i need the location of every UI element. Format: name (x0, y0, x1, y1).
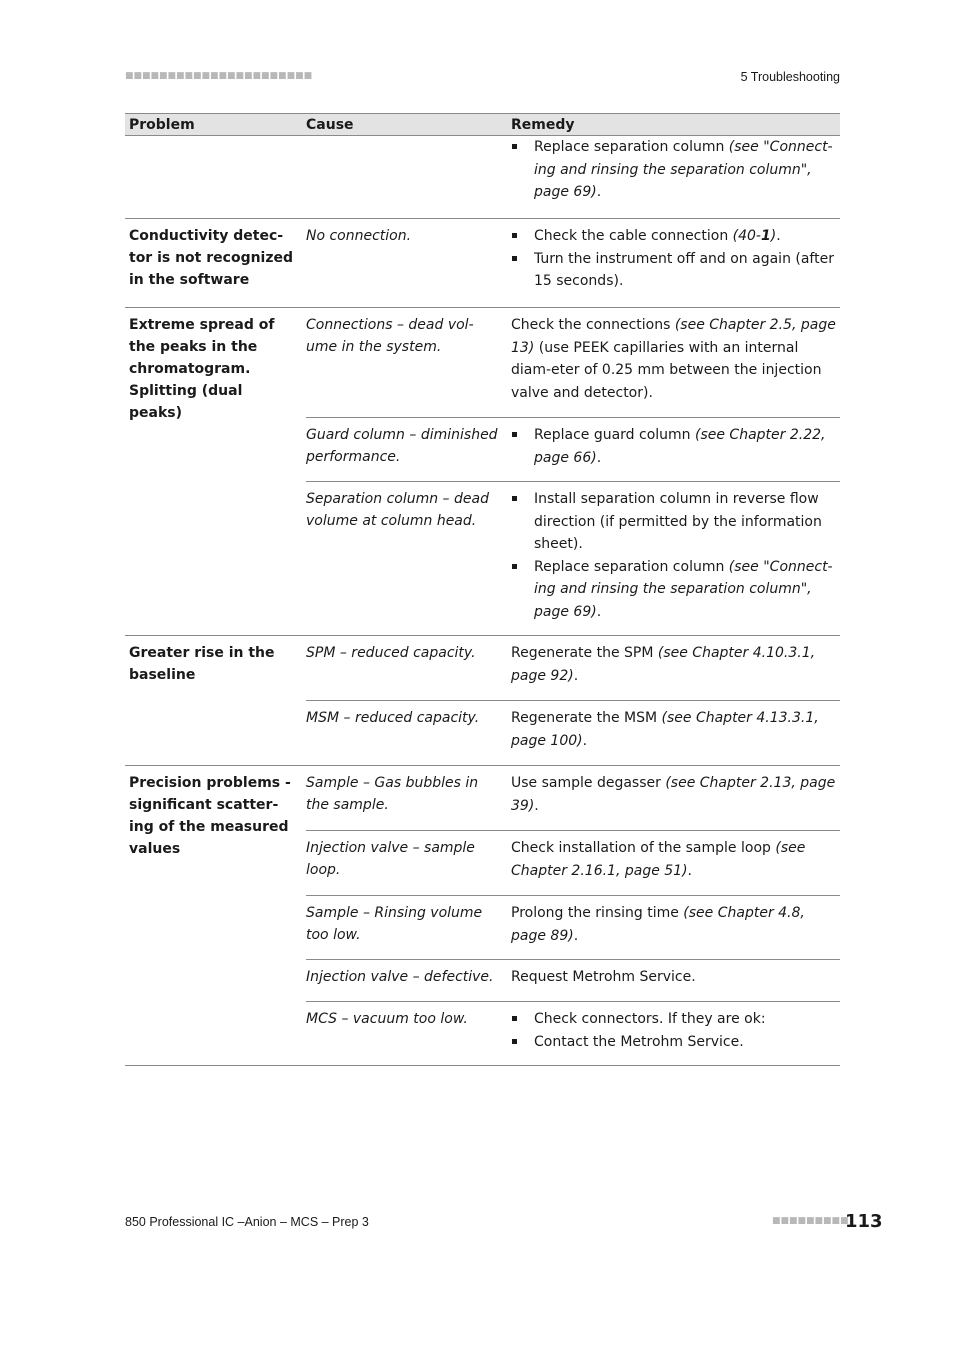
cause-cell: Connections – dead vol-ume in the system. (306, 317, 474, 355)
remedy-bullet: Turn the instrument off and on again (after 15 seconds). (511, 248, 836, 293)
cause-cell: Sample – Gas bubbles in the sample. (306, 775, 479, 813)
remedy-cell (511, 136, 840, 204)
cause-cell: Separation column – dead volume at column head. (306, 491, 489, 529)
remedy-cell: Regenerate the SPM (see Chapter 4.10.3.1, page 92). (511, 645, 816, 684)
problem-cell: Greater rise in the baseline (129, 645, 275, 683)
table-row-continued (125, 136, 840, 219)
table-row-peak-spread (125, 308, 840, 636)
remedy-bullet: Replace separation column (see "Connect-ing and rinsing the separation column", page 69). (511, 136, 836, 204)
remedy-bullet: Contact the Metrohm Service. (511, 1031, 836, 1054)
problem-cell: Extreme spread of the peaks in the chromatogram. Splitting (dual peaks) (129, 317, 275, 421)
cause-cell (306, 136, 511, 204)
cause-cell: Injection valve – defective. (306, 969, 494, 985)
remedy-cell: Check the connections (see Chapter 2.5, page 13) (use PEEK capillaries with an internal diam-eter of 0.25 mm between the injection valve and detector). (511, 317, 836, 401)
remedy-bullet: Install separation column in reverse flow direction (if permitted by the information sheet). (511, 488, 836, 556)
remedy-bullet: Replace guard column (see Chapter 2.22, page 66). (511, 424, 836, 469)
remedy-cell (511, 219, 840, 293)
troubleshooting-table (125, 113, 840, 1066)
cause-cell: SPM – reduced capacity. (306, 645, 476, 661)
remedy-cell: Check installation of the sample loop (see Chapter 2.16.1, page 51). (511, 840, 806, 879)
table-row-conductivity-detector (125, 219, 840, 308)
table-row-precision-problems (125, 766, 840, 1066)
remedy-cell: Request Metrohm Service. (511, 969, 696, 985)
remedy-cell (511, 1002, 840, 1065)
remedy-cell (511, 418, 840, 481)
problem-cell (125, 136, 306, 218)
remedy-bullet: Check connectors. If they are ok: (511, 1008, 836, 1031)
remedy-bullet: Check the cable connection (40-1). (511, 225, 836, 248)
cause-cell: Guard column – diminished performance. (306, 427, 498, 465)
page-number: 113 (845, 1211, 883, 1232)
remedy-cell (511, 482, 840, 635)
remedy-bullet: Replace separation column (see "Connect-ing and rinsing the separation column", page 69). (511, 556, 836, 624)
table-header (125, 113, 840, 136)
cause-cell: MSM – reduced capacity. (306, 710, 480, 726)
problem-cell: Conductivity detec-tor is not recognized in the software (129, 228, 294, 288)
remedy-cell: Prolong the rinsing time (see Chapter 4.8, page 89). (511, 905, 805, 944)
cause-cell: Injection valve – sample loop. (306, 840, 475, 878)
column-header-remedy: Remedy (511, 116, 575, 133)
header-decoration: ■■■■■■■■■■■■■■■■■■■■■■ (125, 71, 313, 81)
cause-cell: No connection. (306, 228, 412, 244)
remedy-cell: Regenerate the MSM (see Chapter 4.13.3.1, page 100). (511, 710, 819, 749)
footer-document-title: 850 Professional IC –Anion – MCS – Prep 3 (125, 1215, 369, 1229)
footer-decoration: ■■■■■■■■■ (772, 1216, 849, 1226)
cause-cell: MCS – vacuum too low. (306, 1011, 468, 1027)
remedy-cell: Use sample degasser (see Chapter 2.13, page 39). (511, 775, 836, 814)
problem-cell: Precision problems - significant scatter-ing of the measured values (129, 775, 291, 857)
cause-cell: Sample – Rinsing volume too low. (306, 905, 483, 943)
column-header-problem: Problem (129, 116, 195, 133)
column-header-cause: Cause (306, 116, 354, 133)
table-row-baseline-rise (125, 636, 840, 766)
chapter-title: 5 Troubleshooting (740, 70, 840, 84)
